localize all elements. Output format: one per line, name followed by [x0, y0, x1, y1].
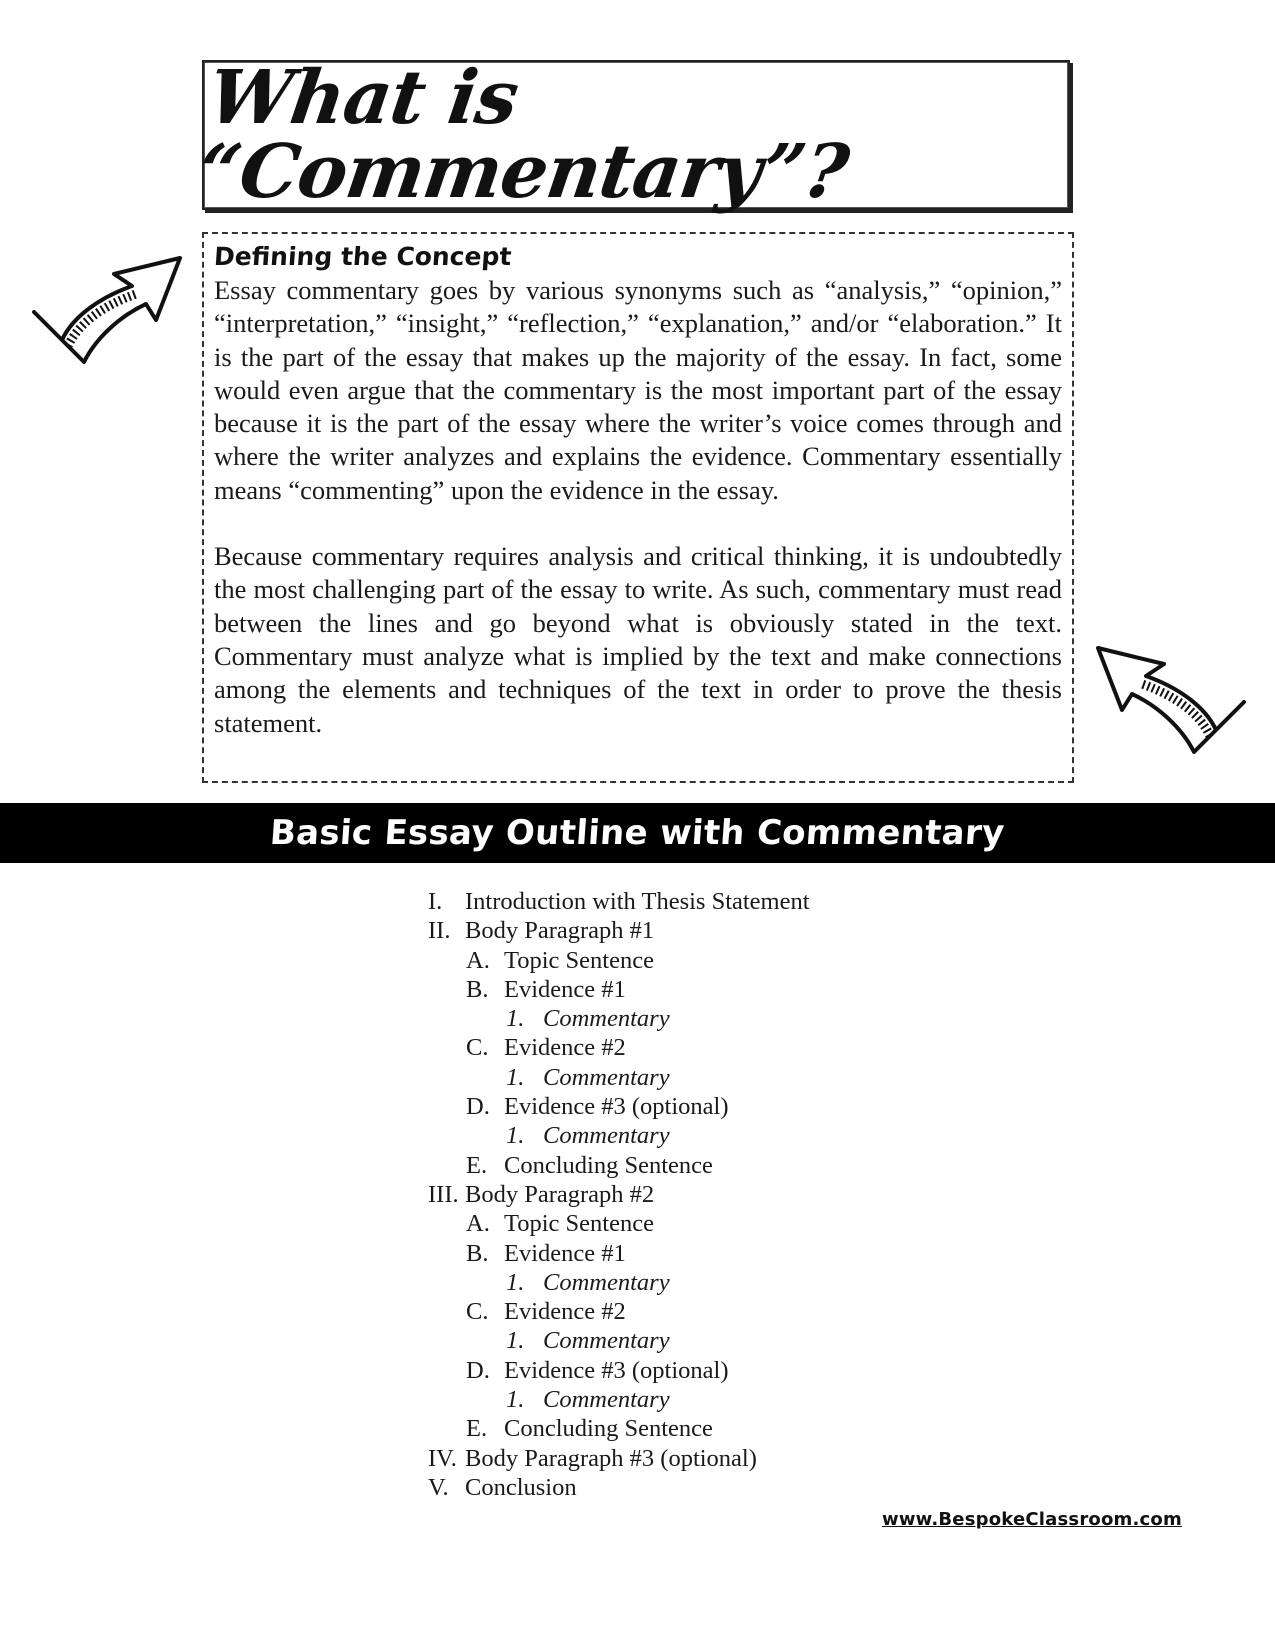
outline-item [428, 916, 1128, 945]
concept-section [202, 232, 1074, 783]
outline-item-number: 1. [506, 1122, 525, 1150]
outline-item-text: Evidence #3 (optional) [504, 1356, 729, 1384]
outline-item-number: IV. [428, 1444, 457, 1472]
outline-item-text: Concluding Sentence [504, 1151, 713, 1179]
outline-banner [0, 803, 1275, 863]
outline-item [428, 1033, 1128, 1062]
outline-item [428, 1385, 1128, 1414]
outline-item-text: Commentary [543, 1005, 670, 1033]
outline-item-number: V. [428, 1473, 449, 1501]
outline-item-text: Commentary [543, 1122, 670, 1150]
outline-item-text: Topic Sentence [504, 946, 654, 974]
curved-arrow-left-icon [28, 250, 188, 370]
outline-item-number: B. [466, 975, 489, 1003]
outline-item-number: 1. [506, 1063, 525, 1091]
outline-item-number: II. [428, 917, 451, 945]
outline-item-text: Body Paragraph #2 [465, 1180, 655, 1208]
outline-item-number: C. [466, 1034, 489, 1062]
page-title: What is “Commentary”? [192, 55, 853, 215]
concept-paragraph-1: Essay commentary goes by various synonyms such as “analysis,” “opinion,” “interpretation,” “insight,” “reflection,” “explanation,” and/or “elaboration.” It is the part of the essay that makes up the majority of the essay. In fact, some would even argue that the commentary is the most important part of the essay because it is the part of the essay where the writer’s voice comes through and where the writer analyzes and explains the evidence. Commentary essentially means “commenting” upon the evidence in the essay. [214, 275, 1062, 505]
outline-item-text: Evidence #2 [504, 1034, 626, 1062]
outline-title: Basic Essay Outline with Commentary [268, 813, 1007, 853]
outline-item [428, 1092, 1128, 1121]
title-frame [192, 55, 1070, 215]
outline-item [428, 1297, 1128, 1326]
outline-item-number: 1. [506, 1268, 525, 1296]
outline-item-text: Commentary [543, 1063, 670, 1091]
curved-arrow-right-icon [1090, 640, 1250, 760]
concept-heading: Defining the Concept [213, 242, 513, 271]
outline-item-number: D. [466, 1093, 490, 1121]
outline-item-number: 1. [506, 1386, 525, 1414]
outline-item-text: Topic Sentence [504, 1210, 654, 1238]
outline-item-number: I. [428, 888, 443, 915]
outline-list [428, 887, 1128, 1502]
outline-item [428, 1444, 1128, 1473]
outline-item [428, 946, 1128, 975]
outline-item-text: Evidence #1 [504, 1239, 626, 1267]
outline-item [428, 887, 1128, 916]
outline-item-text: Evidence #3 (optional) [504, 1093, 729, 1121]
outline-item-text: Body Paragraph #3 (optional) [465, 1444, 757, 1472]
footer-url[interactable]: www.BespokeClassroom.com [882, 1509, 1182, 1530]
outline-item-number: C. [466, 1298, 489, 1326]
outline-item [428, 1326, 1128, 1355]
outline-item-text: Commentary [543, 1268, 670, 1296]
outline-item-number: III. [428, 1180, 459, 1208]
outline-item-text: Commentary [543, 1327, 670, 1355]
outline-item-number: 1. [506, 1005, 525, 1033]
outline-item [428, 1209, 1128, 1238]
outline-item [428, 1414, 1128, 1443]
outline-item-text: Evidence #2 [504, 1298, 626, 1326]
outline-item-text: Introduction with Thesis Statement [465, 888, 810, 915]
outline-item [428, 1268, 1128, 1297]
concept-paragraph-2: Because commentary requires analysis and critical thinking, it is undoubtedly the most challenging part of the essay to write. As such, commentary must read between the lines and go beyond what is obviously stated in the text. Commentary must analyze what is implied by the text and make connections among the elements and techniques of the text in order to prove the thesis statement. [214, 541, 1062, 738]
outline-item [428, 1004, 1128, 1033]
outline-item [428, 975, 1128, 1004]
outline-item [428, 1180, 1128, 1209]
outline-item-number: E. [466, 1415, 488, 1443]
outline-item-text: Evidence #1 [504, 975, 626, 1003]
outline-item [428, 1356, 1128, 1385]
outline-item [428, 1473, 1128, 1502]
outline-item [428, 1239, 1128, 1268]
outline-item-number: B. [466, 1239, 489, 1267]
outline-item-number: D. [466, 1356, 490, 1384]
outline-item-number: A. [466, 946, 490, 974]
outline-item-number: A. [466, 1210, 490, 1238]
outline-item-number: E. [466, 1151, 488, 1179]
outline-item-text: Conclusion [465, 1473, 577, 1501]
outline-item-text: Concluding Sentence [504, 1415, 713, 1443]
outline-item-number: 1. [506, 1327, 525, 1355]
outline-item-text: Commentary [543, 1386, 670, 1414]
outline-item [428, 1151, 1128, 1180]
outline-item [428, 1063, 1128, 1092]
outline-item [428, 1121, 1128, 1150]
outline-item-text: Body Paragraph #1 [465, 917, 655, 945]
